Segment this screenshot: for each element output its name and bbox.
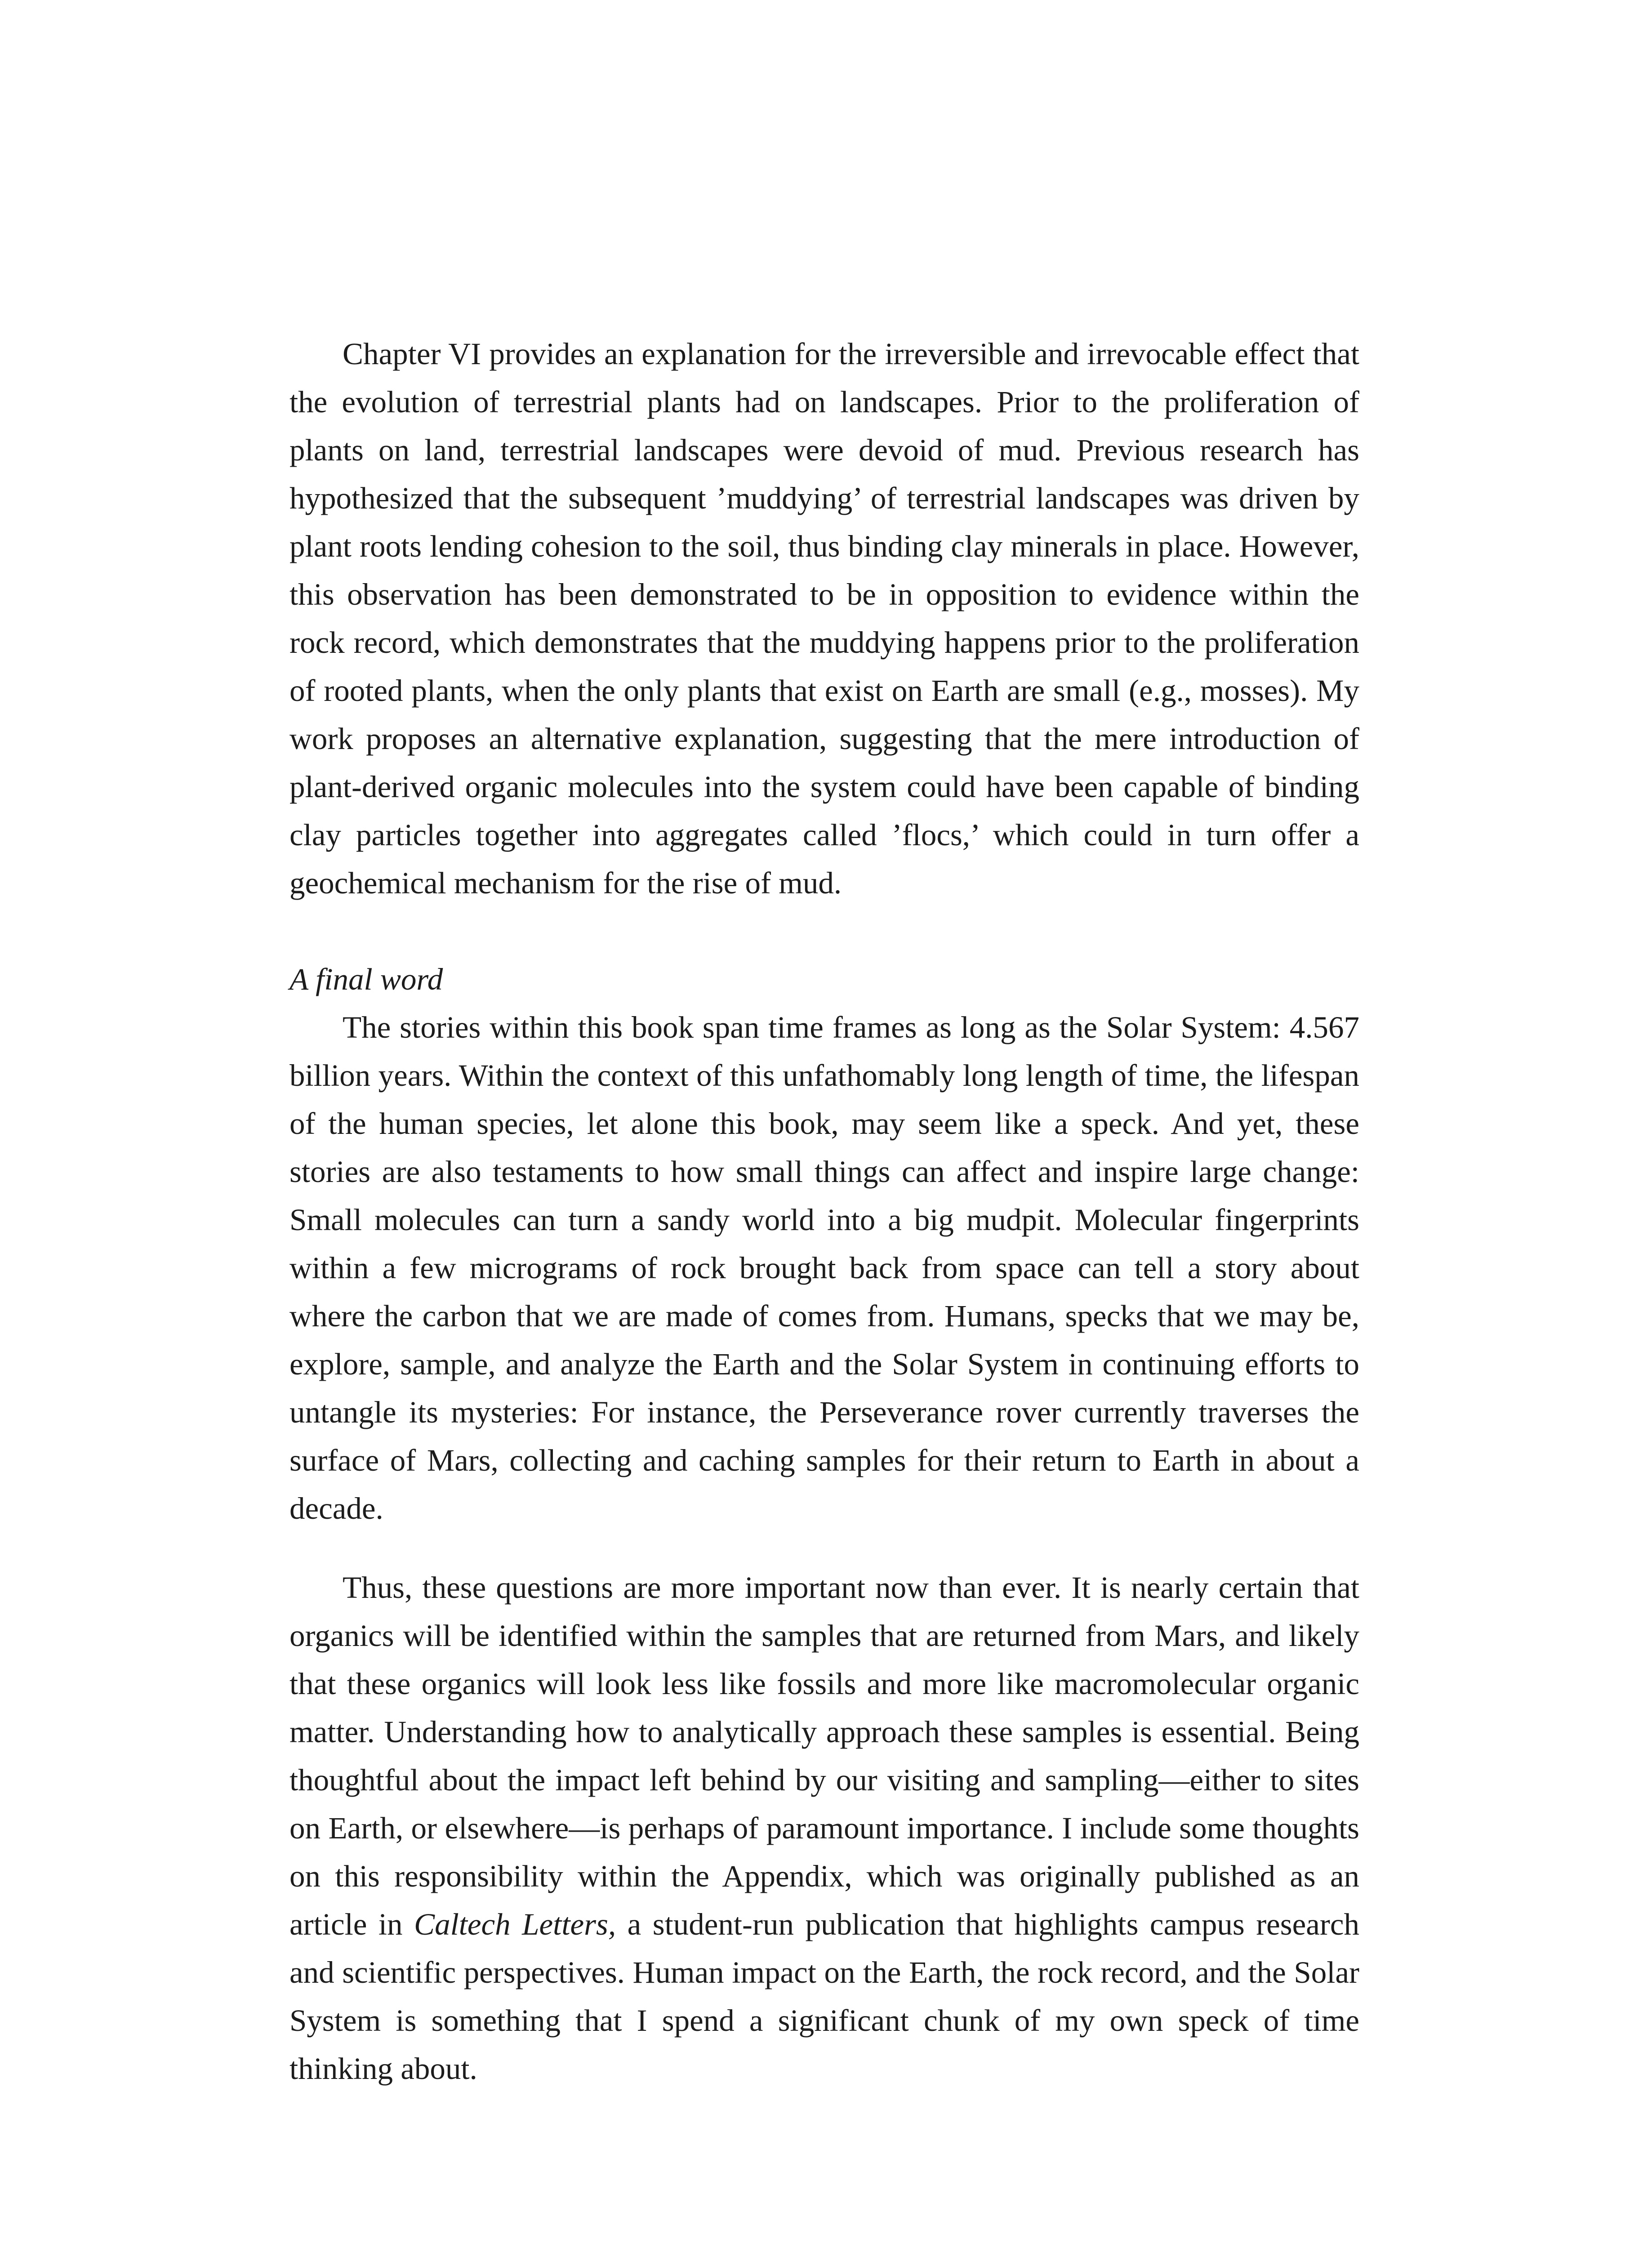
section-heading-final-word: A final word <box>289 962 443 996</box>
chapter-vi-summary-block <box>289 330 1359 907</box>
chapter-vi-summary-paragraph: Chapter VI provides an explanation for the irreversible and irrevocable effect that the evolution of terrestrial plants had on landscapes. Prior to the proliferation of plants on land, terrestrial landscapes were devoid of mud. Previous research has hypothesized that the subsequent ’muddying’ of terrestrial landscapes was driven by plant roots lending cohesion to the soil, thus binding clay minerals in place. However, this observation has been demonstrated to be in opposition to evidence within the rock record, which demonstrates that the muddying happens prior to the proliferation of rooted plants, when the only plants that exist on Earth are small (e.g., mosses). My work proposes an alternative explanation, suggesting that the mere introduction of plant-derived organic molecules into the system could have been capable of binding clay particles together into aggregates called ’flocs,’ which could in turn offer a geochemical mechanism for the rise of mud. <box>289 337 1359 900</box>
final-word-paragraph: The stories within this book span time frames as long as the Solar System: 4.567 billion years. Within the context of this unfathomably long length of time, the lifespan of the human species, let alone this book, may seem like a speck. And yet, these stories are also testaments to how small things can affect and inspire large change: Small molecules can turn a sandy world into a big mudpit. Molecular fingerprints within a few micrograms of rock brought back from space can tell a story about where the carbon that we are made of comes from. Humans, specks that we may be, explore, sample, and analyze the Earth and the Solar System in continuing efforts to untangle its mysteries: For instance, the Perseverance rover currently traverses the surface of Mars, collecting and caching samples for their return to Earth in about a decade. <box>289 1010 1359 1525</box>
closing-paragraph <box>289 1564 1359 2093</box>
final-word-section <box>289 955 1359 1533</box>
closing-block <box>289 1564 1359 2093</box>
closing-text-part-1: Thus, these questions are more important now than ever. It is nearly certain that organics will be identified within the samples that are returned from Mars, and likely that these organics will look less like fossils and more like macromolecular organic matter. Understanding how to analytically approach these samples is essential. Being thoughtful about the impact left behind by our visiting and sampling—either to sites on Earth, or elsewhere—is perhaps of paramount importance. I include some thoughts on this responsibility within the Appendix, which was originally published as an article in <box>289 1570 1359 1941</box>
closing-text-part-2: a student-run publication that highlights campus research and scientific perspectives. Human impact on the Earth, the rock record, and the Solar System is something that I spend a significant chunk of my own speck of time thinking about. <box>289 1907 1359 2086</box>
caltech-letters-title: Caltech Letters, <box>414 1907 616 1941</box>
